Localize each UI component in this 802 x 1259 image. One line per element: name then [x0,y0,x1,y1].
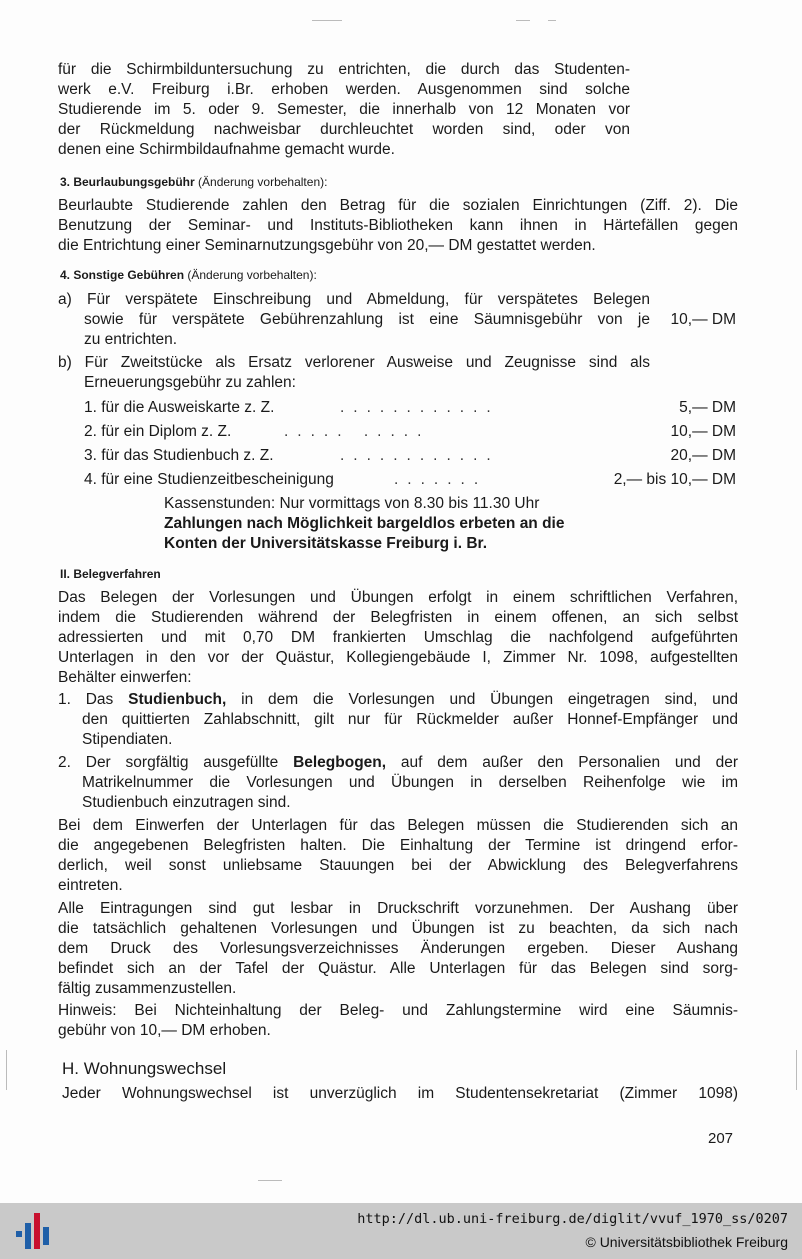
section-heading [60,267,317,283]
belegverfahren-paragraph [58,588,738,688]
text-line: dem Druck des Vorlesungsverzeichnisses Änderungen ergeben. Dieser Aushang [58,940,738,957]
text-line: Behälter einwerfen: [58,669,192,686]
scan-mark [6,1050,7,1090]
text-line: Studierende im 5. oder 9. Semester, die innerhalb von 12 Monaten vor [58,101,630,118]
text-line: der Rückmeldung nachweisbar durchleuchtet worden sind, oder von [58,121,630,138]
hinweis-paragraph [58,1001,738,1041]
page-number: 207 [708,1130,734,1147]
fee-amount: 2,— bis 10,— DM [613,471,736,488]
text-line: sowie für verspätete Gebührenzahlung ist eine Säumnisgebühr von je [84,311,650,328]
fee-item-a [58,290,650,350]
list-item-belegbogen [58,753,738,813]
scan-mark [796,1050,797,1090]
cash-hours: Kassenstunden: Nur vormittags von 8.30 bis 11.30 Uhr [164,495,540,512]
heading-note: (Änderung vorbehalten): [187,268,317,282]
text-line: gebühr von 10,— DM erhoben. [58,1022,271,1039]
scan-mark [312,20,342,21]
text-line: 2. Der sorgfältig ausgefüllte Belegbogen, auf dem außer den Personalien und der [58,754,739,771]
wohnungswechsel-paragraph [62,1084,738,1104]
copyright-notice: © Universitätsbibliothek Freiburg [585,1234,788,1250]
text-line: adressierten und mit 0,70 DM frankierten Umschlag die nachfolgend aufgeführten [58,629,738,646]
fee-subitem-label: 3. für das Studienbuch z. Z. [84,447,274,464]
payment-note: Zahlungen nach Möglichkeit bargeldlos erbeten an die [164,515,565,532]
text-line: die tatsächlich gehaltenen Vorlesungen und Übungen ist zu beachten, da sich nach [58,920,738,937]
scan-mark [258,1180,282,1181]
text-line: 1. Das Studienbuch, in dem die Vorlesungen und Übungen eingetragen sind, und [58,691,738,708]
eintragungen-paragraph [58,899,738,999]
text-line: Jeder Wohnungswechsel ist unverzüglich im Studentensekretariat (Zimmer 1098) [62,1085,738,1102]
section-heading [60,174,327,190]
fee-amount: 10,— DM [670,423,736,440]
text-line: Bei dem Einwerfen der Unterlagen für das Belegen müssen die Studierenden sich an [58,817,738,834]
intro-paragraph [58,60,630,160]
einwerfen-paragraph [58,816,738,896]
text-line: Matrikelnummer die Vorlesungen und Übungen in derselben Reihenfolge wie im [82,774,738,791]
fee-item-b [58,353,650,393]
text-line: den quittierten Zahlabschnitt, gilt nur für Rückmelder außer Honnef-Empfänger und [82,711,738,728]
text-line: Benutzung der Seminar- und Instituts-Bibliotheken kann ihnen in Härtefällen gegen [58,217,738,234]
list-item-studienbuch [58,690,738,750]
text-line: Das Belegen der Vorlesungen und Übungen erfolgt in einem schriftlichen Verfahren, [58,589,738,606]
fee-subitem-label: 2. für ein Diplom z. Z. [84,423,232,440]
leader-dots: ....... [394,471,488,488]
text-line: Stipendiaten. [82,731,173,748]
source-url-link[interactable]: http://dl.ub.uni-freiburg.de/diglit/vvuf_1970_ss/0207 [357,1211,788,1227]
heading-bold: 3. Beurlaubungsgebühr [60,175,195,189]
fee-subitem-label: 1. für die Ausweiskarte z. Z. [84,399,275,416]
payment-note: Konten der Universitätskasse Freiburg i. Br. [164,535,488,552]
text-line: b) Für Zweitstücke als Ersatz verlorener Ausweise und Zeugnisse sind als [58,354,650,371]
fee-amount: 5,— DM [679,399,736,416]
text-line: fältig zusammenzustellen. [58,980,237,997]
text-line: derlich, weil sonst unliebsame Stauungen bei der Abwicklung des Belegverfahrens [58,857,738,874]
fee-subitem-label: 4. für eine Studienzeitbescheinigung [84,471,334,488]
text-line: Unterlagen in den vor der Quästur, Kollegiengebäude I, Zimmer Nr. 1098, aufgestellten [58,649,738,666]
text-line: denen eine Schirmbildaufnahme gemacht wurde. [58,141,395,158]
text-line: a) Für verspätete Einschreibung und Abmeldung, für verspätetes Belegen [58,291,650,308]
text-line: werk e.V. Freiburg i.Br. erhoben werden. Ausgenommen sind solche [58,81,630,98]
fee-amount: 10,— DM [670,311,736,328]
text-line: Studienbuch einzutragen sind. [82,794,291,811]
text-line: die Entrichtung einer Seminarnutzungsgebühr von 20,— DM gestattet werden. [58,237,596,254]
heading-bold: 4. Sonstige Gebühren [60,268,185,282]
fee-amount: 20,— DM [670,447,736,464]
leader-dots: ............ [340,399,500,416]
scan-mark [516,20,530,21]
library-logo-icon [14,1209,54,1253]
text-line: zu entrichten. [84,331,178,348]
text-line: Erneuerungsgebühr zu zahlen: [84,374,296,391]
text-line: indem die Studierenden während der Belegfristen in einem offenen, an sich selbst [58,609,738,626]
heading-note: (Änderung vorbehalten): [198,175,328,189]
text-line: befindet sich an der Tafel der Quästur. Alle Unterlagen für das Belegen sind sorg- [58,960,738,977]
section-heading: II. Belegverfahren [60,567,161,581]
footer-bar [0,1203,802,1259]
text-line: Beurlaubte Studierende zahlen den Betrag für die sozialen Einrichtungen (Ziff. 2). Die [58,197,738,214]
text-line: eintreten. [58,877,123,894]
text-line: Hinweis: Bei Nichteinhaltung der Beleg- und Zahlungstermine wird eine Säumnis- [58,1002,738,1019]
section-title: H. Wohnungswechsel [62,1059,227,1078]
text-line: die angegebenen Belegfristen halten. Die Einhaltung der Termine ist dringend erfor- [58,837,738,854]
text-line: für die Schirmbilduntersuchung zu entrichten, die durch das Studenten- [58,61,630,78]
leader-dots: ..... ..... [284,423,431,440]
section3-paragraph [58,196,738,256]
leader-dots: ............ [340,447,500,464]
scan-mark [548,20,556,21]
text-line: Alle Eintragungen sind gut lesbar in Druckschrift vorzunehmen. Der Aushang über [58,900,738,917]
